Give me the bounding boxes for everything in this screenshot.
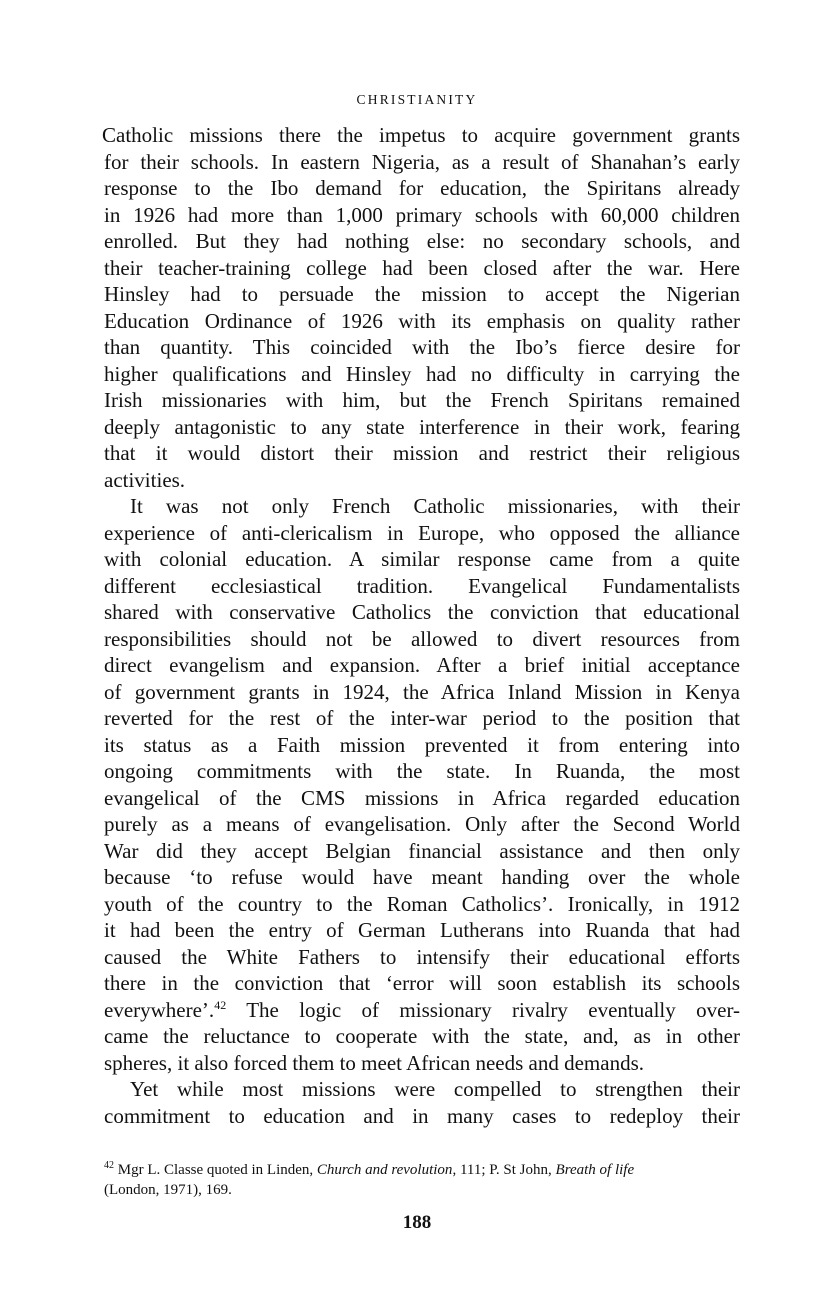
text-line: It was not only French Catholic missionaries, with their xyxy=(130,494,740,518)
text-line: of government grants in 1924, the Africa Inland Mission in Kenya xyxy=(104,679,740,704)
text-line: that it would distort their mission and restrict their religious xyxy=(104,441,740,465)
text-line: response to the Ibo demand for education, the Spiritans already xyxy=(104,176,740,200)
text-line: shared with conservative Catholics the conviction that educational xyxy=(104,600,740,624)
footnote-text: , 111; P. St John, xyxy=(452,1162,556,1178)
text-line: it had been the entry of German Lutherans into Ruanda that had xyxy=(104,918,740,942)
footnote-title: Breath of life xyxy=(555,1162,635,1178)
text-line: direct evangelism and expansion. After a brief initial acceptance xyxy=(104,653,740,677)
running-head: CHRISTIANITY xyxy=(356,92,478,107)
text-line: their teacher-training college had been closed after the war. Here xyxy=(104,255,740,280)
text-line: came the reluctance to cooperate with the state, and, as in other xyxy=(104,1024,740,1048)
text-line: responsibilities should not be allowed to divert resources from xyxy=(104,626,740,651)
text-line: spheres, it also forced them to meet African needs and demands. xyxy=(104,1050,644,1075)
text-line: than quantity. This coincided with the Ibo’s fierce desire for xyxy=(104,335,740,359)
text-line: in 1926 had more than 1,000 primary schools with 60,000 children xyxy=(104,202,740,227)
text-line: commitment to education and in many cases to redeploy their xyxy=(104,1103,740,1128)
text-line: Yet while most missions were compelled to strengthen their xyxy=(130,1077,740,1101)
body-text xyxy=(104,122,740,1129)
text-line: with colonial education. A similar response came from a quite xyxy=(104,547,740,571)
text-line: caused the White Fathers to intensify their educational efforts xyxy=(104,944,740,969)
text-line: enrolled. But they had nothing else: no secondary schools, and xyxy=(104,229,740,253)
text-line: higher qualifications and Hinsley had no difficulty in carrying the xyxy=(104,361,740,386)
text-line: ongoing commitments with the state. In Ruanda, the most xyxy=(104,759,740,783)
footnote-title: Church and revolution xyxy=(316,1162,453,1178)
text-line: different ecclesiastical tradition. Evangelical Fundamentalists xyxy=(104,573,740,598)
text-line: Irish missionaries with him, but the French Spiritans remained xyxy=(104,388,740,412)
text-line: activities. xyxy=(104,467,186,492)
text-line: youth of the country to the Roman Catholics’. Ironically, in 1912 xyxy=(104,891,740,916)
text-line xyxy=(104,997,740,1024)
text-line: Catholic missions there the impetus to acquire government grants xyxy=(102,123,740,147)
text-line: purely as a means of evangelisation. Only after the Second World xyxy=(104,812,740,836)
text-segment: everywhere’. xyxy=(104,997,215,1022)
text-line: evangelical of the CMS missions in Africa regarded education xyxy=(104,785,740,810)
footnote xyxy=(104,1160,740,1200)
page-number: 188 xyxy=(402,1212,432,1233)
footnote-text: (London, 1971), 169. xyxy=(104,1182,232,1198)
text-segment: The logic of missionary rivalry eventually over- xyxy=(246,997,741,1022)
text-line: experience of anti-clericalism in Europe, who opposed the alliance xyxy=(104,520,740,545)
text-line: Hinsley had to persuade the mission to accept the Nigerian xyxy=(104,282,740,306)
text-line: its status as a Faith mission prevented it from entering into xyxy=(104,732,740,757)
text-line: there in the conviction that ‘error will soon establish its schools xyxy=(104,971,740,995)
text-line: for their schools. In eastern Nigeria, as a result of Shanahan’s early xyxy=(104,149,740,174)
text-line: reverted for the rest of the inter-war period to the position that xyxy=(104,706,740,730)
text-line: War did they accept Belgian financial assistance and then only xyxy=(104,838,740,863)
footnote-number: 42 xyxy=(104,1160,114,1171)
footnote-reference[interactable]: 42 xyxy=(214,997,227,1012)
footnote-text: Mgr L. Classe quoted in Linden, xyxy=(117,1162,317,1178)
text-line: deeply antagonistic to any state interference in their work, fearing xyxy=(104,414,740,439)
text-line: Education Ordinance of 1926 with its emphasis on quality rather xyxy=(104,308,740,333)
text-line: because ‘to refuse would have meant handing over the whole xyxy=(104,865,740,889)
